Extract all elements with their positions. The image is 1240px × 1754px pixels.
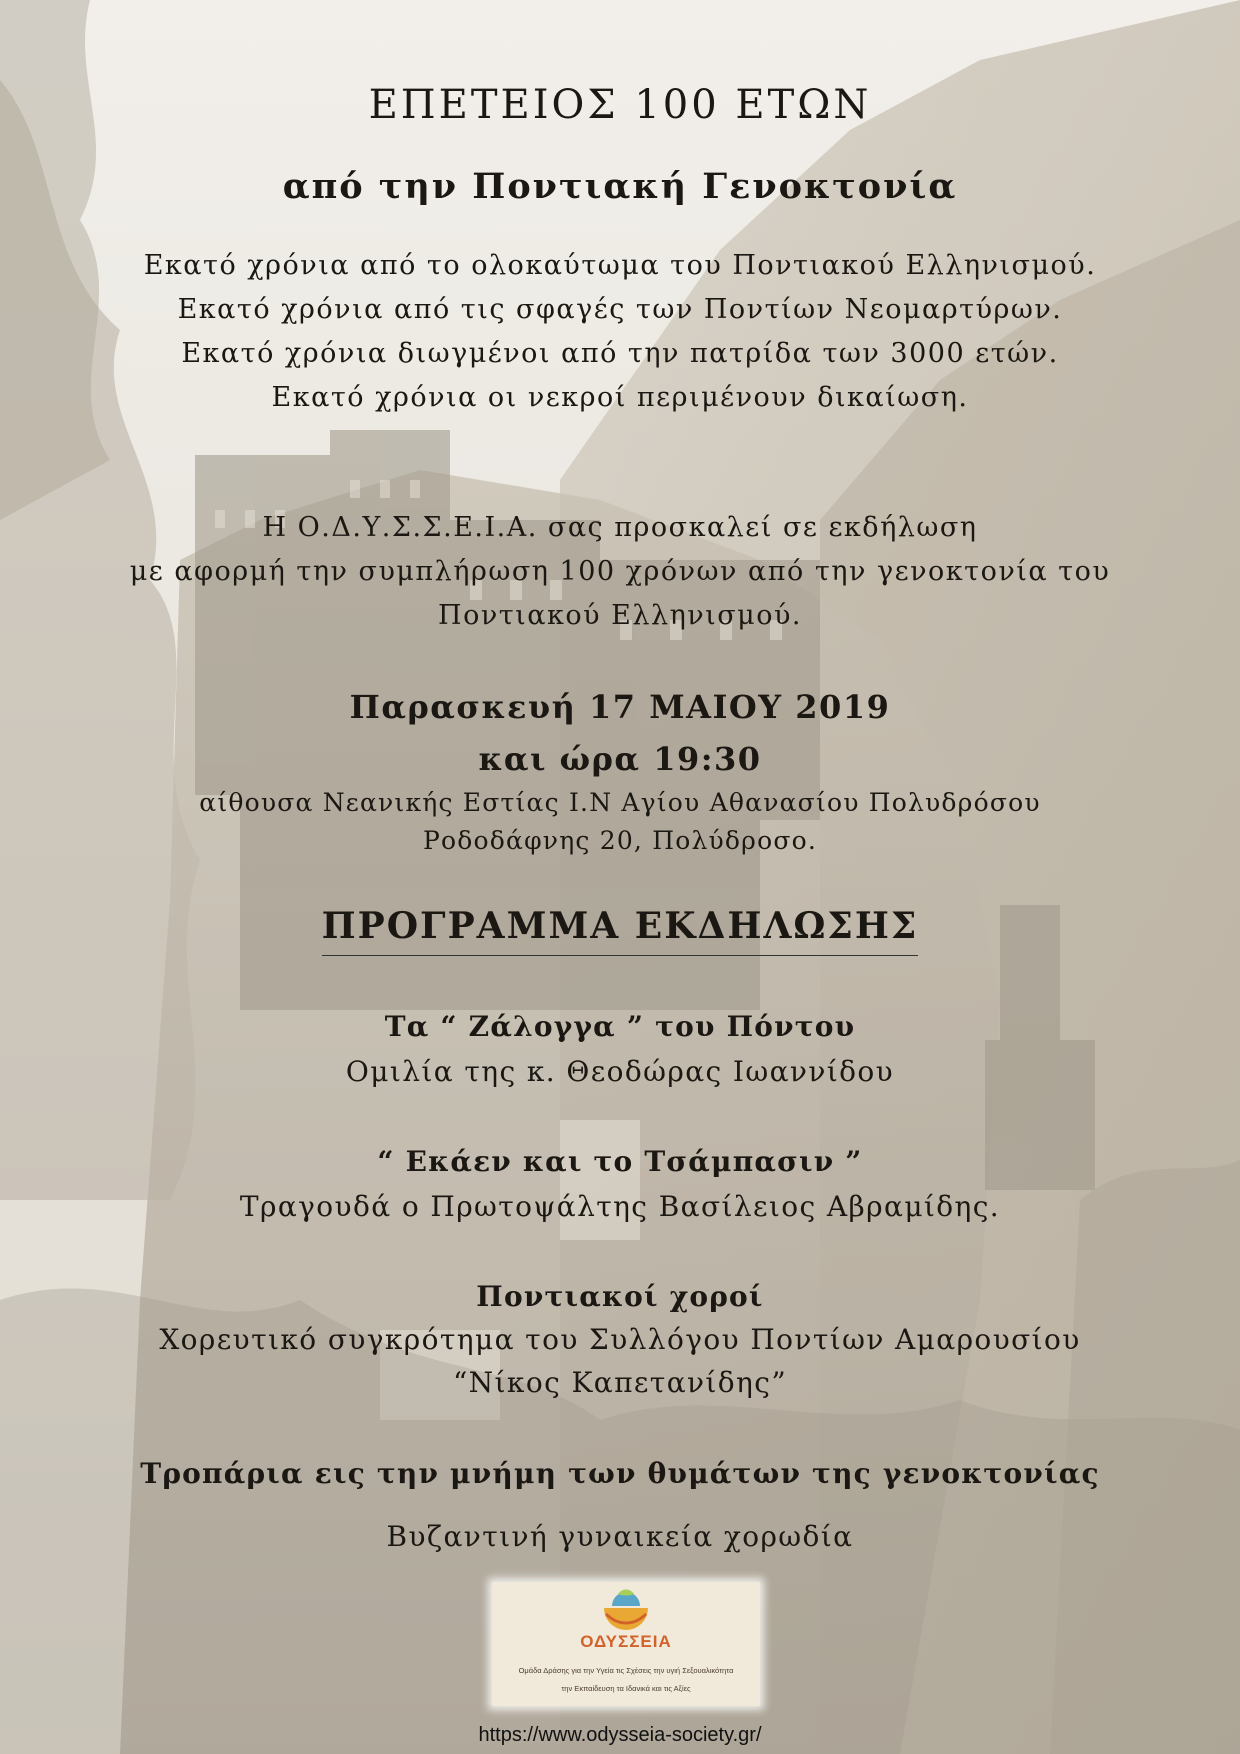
odysseia-logo [492, 1582, 760, 1706]
page-subtitle: από την Ποντιακή Γενοκτονία [282, 166, 958, 207]
intro-line: Εκατό χρόνια από το ολοκαύτωμα του Ποντιακού Ελληνισμού. [143, 250, 1097, 281]
intro-line: Εκατό χρόνια διωγμένοι από την πατρίδα των 3000 ετών. [181, 338, 1059, 369]
program-item-text: Ομιλία της κ. Θεοδώρας Ιωαννίδου [345, 1055, 895, 1088]
odysseia-logo-icon [596, 1586, 656, 1634]
program-item-title: Τα “ Ζάλογγα ” του Πόντου [384, 1010, 856, 1043]
intro-line: Εκατό χρόνια οι νεκροί περιμένουν δικαίωση. [271, 382, 969, 413]
program-title-text: ΠΡΟΓΡΑΜΜΑ ΕΚΔΗΛΩΣΗΣ [322, 905, 919, 956]
intro-line: Εκατό χρόνια από τις σφαγές των Ποντίων Νεομαρτύρων. [177, 294, 1063, 325]
program-item-title: Τροπάρια εις την μνήμη των θυμάτων της γενοκτονίας [140, 1457, 1100, 1490]
logo-tagline: Ομάδα Δράσης για την Υγεία τις Σχέσεις την υγιή Σεξουαλικότητα [518, 1666, 734, 1675]
event-date: Παρασκευή 17 ΜΑΙΟΥ 2019 [349, 688, 891, 726]
program-item-text: Βυζαντινή γυναικεία χορωδία [386, 1520, 854, 1553]
program-item-text: Χορευτικό συγκρότημα του Συλλόγου Ποντίων Αμαρουσίου [159, 1323, 1081, 1356]
invitation-line: Η Ο.Δ.Υ.Σ.Σ.Ε.Ι.Α. σας προσκαλεί σε εκδήλωση [262, 512, 978, 543]
program-item-text: Τραγουδά ο Πρωτοψάλτης Βασίλειος Αβραμίδης. [239, 1190, 1001, 1223]
page-title: ΕΠΕΤΕΙΟΣ 100 ΕΤΩΝ [368, 82, 872, 128]
program-item-title: “ Εκάεν και το Τσάμπασιν ” [377, 1145, 863, 1178]
invitation-line: με αφορμή την συμπλήρωση 100 χρόνων από την γενοκτονία του [129, 556, 1111, 587]
program-item-text: “Νίκος Καπετανίδης” [452, 1366, 788, 1399]
event-time: και ώρα 19:30 [478, 740, 762, 778]
program-item-title: Ποντιακοί χοροί [476, 1280, 764, 1313]
event-venue: αίθουσα Νεανικής Εστίας Ι.Ν Αγίου Αθανασίου Πολυδρόσου [199, 788, 1041, 817]
website-link[interactable]: https://www.odysseia-society.gr/ [478, 1724, 762, 1746]
program-title [0, 905, 1240, 956]
invitation-line: Ποντιακού Ελληνισμού. [438, 600, 802, 631]
logo-tagline: την Εκπαίδευση τα Ιδανικά και τις Αξίες [561, 1684, 691, 1693]
logo-name: ΟΔΥΣΣΕΙΑ [580, 1632, 672, 1651]
event-address: Ροδοδάφνης 20, Πολύδροσο. [422, 826, 817, 855]
